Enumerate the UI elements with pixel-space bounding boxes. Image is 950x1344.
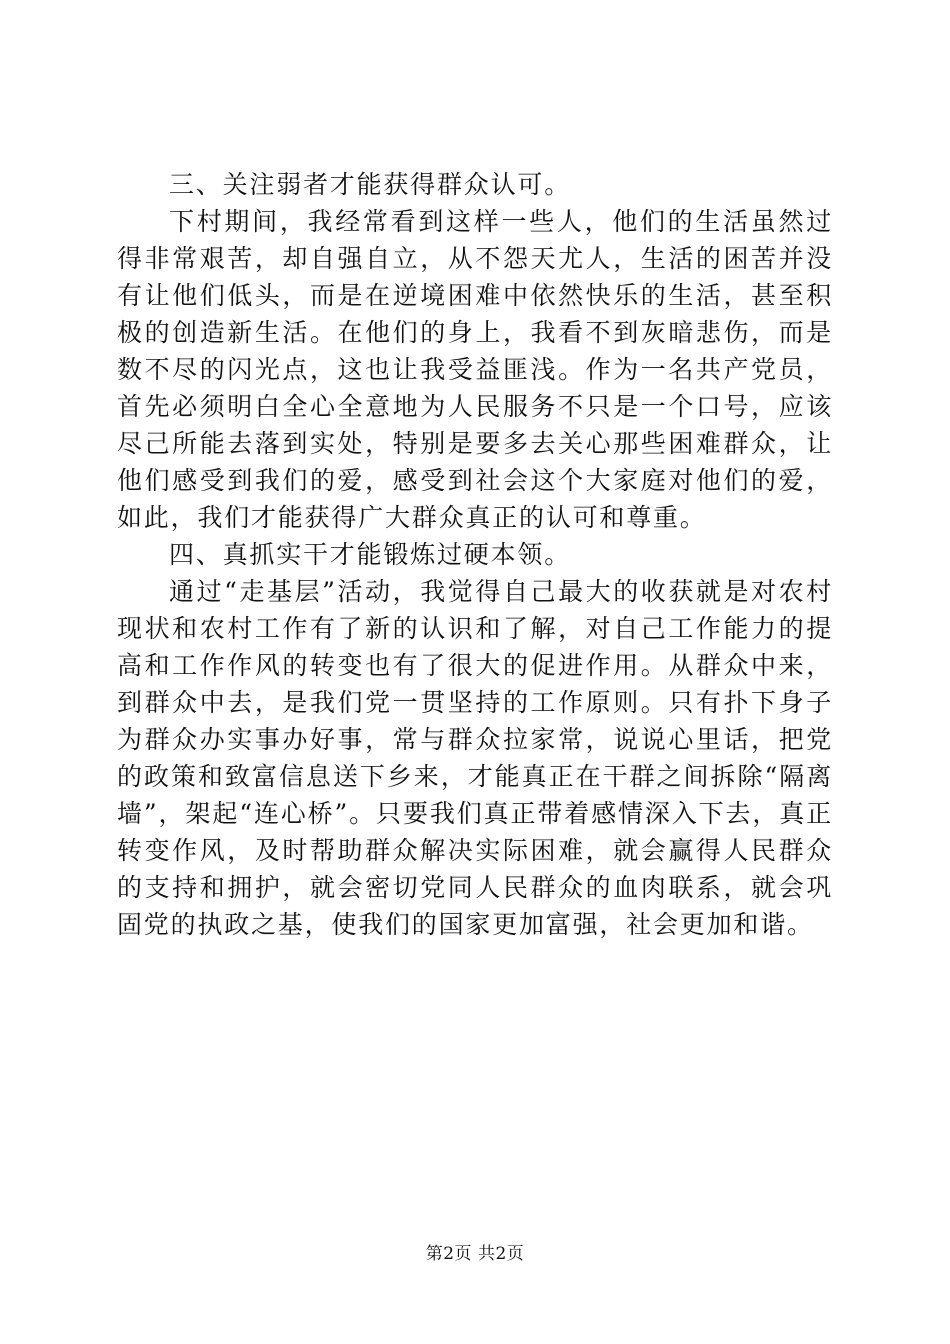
body-paragraph: 下村期间，我经常看到这样一些人，他们的生活虽然过得非常艰苦，却自强自立，从不怨天尤人，生活的困苦并没有让他们低头，而是在逆境困难中依然快乐的生活，甚至积极的创造新生活。在他们的身上，我看不到灰暗悲伤，而是数不尽的闪光点，这也让我受益匪浅。作为一名共产党员，首先必须明白全心全意地为人民服务不只是一个口号，应该尽己所能去落到实处，特别是要多去关心那些困难群众，让他们感受到我们的爱，感受到社会这个大家庭对他们的爱，如此，我们才能获得广大群众真正的认可和尊重。 (117, 207, 833, 532)
page-footer (0, 1242, 950, 1266)
section-heading-3: 三、关注弱者才能获得群众认可。 (169, 170, 572, 199)
body-paragraph: 通过“走基层”活动，我觉得自己最大的收获就是对农村现状和农村工作有了新的认识和了解，对自己工作能力的提高和工作作风的转变也有了很大的促进作用。从群众中来，到群众中去，是我们党一贯坚持的工作原则。只有扑下身子为群众办实事办好事，常与群众拉家常，说说心里话，把党的政策和致富信息送下乡来，才能真正在干群之间拆除“隔离墙”，架起“连心桥”。只要我们真正带着感情深入下去，真正转变作风，及时帮助群众解决实际困难，就会赢得人民群众的支持和拥护，就会密切党同人民群众的血肉联系，就会巩固党的执政之基，使我们的国家更加富强，社会更加和谐。 (117, 577, 833, 939)
document-body (117, 166, 833, 943)
page-number-label: 第2页 共2页 (425, 1244, 525, 1264)
section-heading-4: 四、真抓实干才能锻炼过硬本领。 (169, 540, 572, 569)
